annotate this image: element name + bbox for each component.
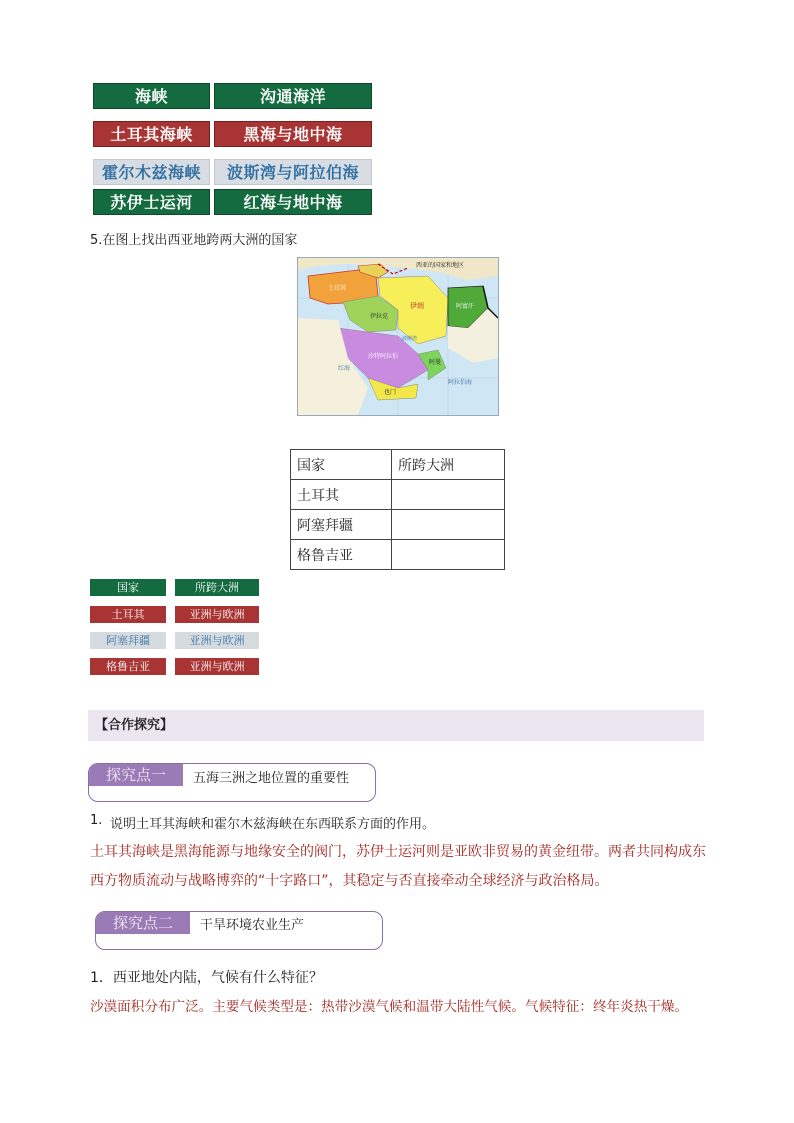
explore-topic-1: 五海三洲之地位置的重要性 <box>193 771 350 786</box>
table-cell-country: 格鲁吉亚 <box>291 540 392 570</box>
tile-black-sea-mediterranean: 黑海与地中海 <box>214 121 372 147</box>
question-2-text: 1．西亚地处内陆，气候有什么特征？ <box>90 970 323 986</box>
question-1-number: 1. <box>90 813 103 828</box>
question-1-text: 说明土耳其海峡和霍尔木兹海峡在东西联系方面的作用。 <box>110 817 436 832</box>
explore-point-1 <box>88 763 376 802</box>
table-cell-answer-blank[interactable] <box>392 480 505 510</box>
tile-suez-canal: 苏伊士运河 <box>93 189 210 215</box>
svg-text:阿拉伯海: 阿拉伯海 <box>448 379 473 386</box>
section-title: 【合作探究】 <box>95 718 174 733</box>
svg-text:沙特阿拉伯: 沙特阿拉伯 <box>368 353 399 360</box>
answer-country-georgia: 格鲁吉亚 <box>90 658 166 675</box>
table-header-row <box>291 450 505 480</box>
explore-label-2: 探究点二 <box>96 912 190 934</box>
answer-header-continents: 所跨大洲 <box>175 579 259 596</box>
tile-connect-ocean-header: 沟通海洋 <box>214 83 372 109</box>
table-row <box>291 480 505 510</box>
table-cell-country: 阿塞拜疆 <box>291 510 392 540</box>
country-continent-table <box>290 449 505 570</box>
table-header-country: 国家 <box>291 450 392 480</box>
west-asia-map <box>297 257 499 416</box>
svg-text:土耳其: 土耳其 <box>328 285 347 292</box>
tile-strait-header: 海峡 <box>93 83 210 109</box>
explore-topic-2: 干旱环境农业生产 <box>200 918 305 933</box>
map-title: 西亚的国家和地区 <box>416 262 465 269</box>
answer-continents-azerbaijan: 亚洲与欧洲 <box>175 632 259 649</box>
tile-red-sea-mediterranean: 红海与地中海 <box>214 189 372 215</box>
tile-turkish-strait: 土耳其海峡 <box>93 121 210 147</box>
answer-continents-georgia: 亚洲与欧洲 <box>175 658 259 675</box>
table-cell-country: 土耳其 <box>291 480 392 510</box>
svg-text:阿富汗: 阿富汗 <box>456 303 475 310</box>
table-row <box>291 540 505 570</box>
answer-header-country: 国家 <box>90 579 166 596</box>
answer-country-azerbaijan: 阿塞拜疆 <box>90 632 166 649</box>
table-cell-answer-blank[interactable] <box>392 510 505 540</box>
table-cell-answer-blank[interactable] <box>392 540 505 570</box>
explore-point-2 <box>95 911 383 950</box>
answer-country-turkey: 土耳其 <box>90 606 166 623</box>
answer-2-text: 沙漠面积分布广泛。主要气候类型是：热带沙漠气候和温带大陆性气候。气候特征：终年炎热干燥。 <box>90 999 689 1015</box>
svg-text:伊朗: 伊朗 <box>410 302 424 310</box>
question-5: 5.在图上找出西亚地跨两大洲的国家 <box>90 233 298 248</box>
answer-continents-turkey: 亚洲与欧洲 <box>175 606 259 623</box>
table-row <box>291 510 505 540</box>
svg-text:红海: 红海 <box>338 365 351 372</box>
table-header-continents: 所跨大洲 <box>392 450 505 480</box>
tile-persian-gulf-arabian-sea: 波斯湾与阿拉伯海 <box>214 159 372 185</box>
section-header <box>88 710 704 741</box>
answer-1-text: 土耳其海峡是黑海能源与地缘安全的阀门，苏伊士运河则是亚欧非贸易的黄金纽带。两者共同构成东西方物质流动与战略博弈的“十字路口”，其稳定与否直接牵动全球经济与政治格局。 <box>90 844 706 889</box>
tile-hormuz-strait: 霍尔木兹海峡 <box>93 159 210 185</box>
svg-text:也门: 也门 <box>384 389 397 396</box>
svg-text:波斯湾: 波斯湾 <box>402 336 418 342</box>
svg-text:伊拉克: 伊拉克 <box>370 313 389 320</box>
svg-text:阿曼: 阿曼 <box>429 359 442 366</box>
explore-label-1: 探究点一 <box>89 764 183 786</box>
